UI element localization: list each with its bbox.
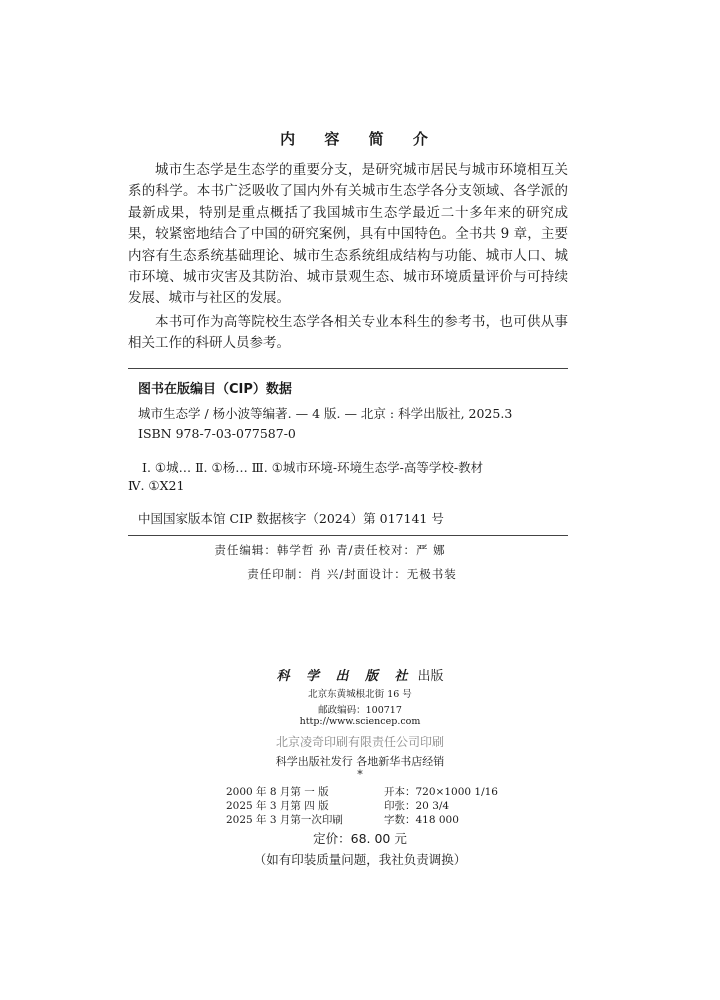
editor-credits: 责任编辑：韩学哲 孙 青/责任校对：严 娜 [214, 543, 446, 557]
divider-bottom [128, 535, 568, 536]
cip-heading: 图书在版编目（CIP）数据 [138, 382, 292, 397]
edition-row [226, 812, 459, 827]
cip-citation: 城市生态学 / 杨小波等编著. — 4 版. — 北京 : 科学出版社, 2025.3 [138, 406, 513, 421]
edition-date: 2025 年 3 月第 四 版 [226, 800, 329, 812]
edition-date: 2025 年 3 月第一次印刷 [226, 814, 343, 826]
publisher-suffix: 出版 [417, 669, 444, 684]
distribution-line: 科学出版社发行 各地新华书店经销 [275, 755, 445, 768]
edition-row [226, 784, 498, 799]
cip-isbn: ISBN 978-7-03-077587-0 [138, 426, 296, 441]
summary-body [128, 160, 568, 355]
edition-spec: 印张：20 3/4 [384, 800, 450, 812]
quality-notice: （如有印装质量问题，我社负责调换） [253, 852, 467, 867]
edition-spec: 字数：418 000 [384, 814, 459, 826]
summary-paragraph: 本书可作为高等院校生态学各相关专业本科生的参考书，也可供从事相关工作的科研人员参考。 [128, 313, 568, 352]
edition-spec: 开本：720×1000 1/16 [384, 786, 498, 798]
summary-title: 内 容 简 介 [280, 130, 440, 148]
publisher-url: http://www.sciencep.com [299, 716, 421, 727]
summary-paragraph: 城市生态学是生态学的重要分支，是研究城市居民与城市环境相互关系的科学。本书广泛吸收了国内外有关城市生态学各分支领域、各学派的最新成果，特别是重点概括了我国城市生态学最近二十多年来的研究成果，较紧密地结合了中国的研究案例，具有中国特色。全书共 9 章，主要内容有生态系统基础理论、城市生态系统组成结构与功能、城市人口、城市环境、城市灾害及其防治、城市景观生态、城市环境质量评价与可持续发展、城市与社区的发展。 [128, 162, 568, 307]
edition-date: 2000 年 8 月第 一 版 [226, 786, 329, 798]
divider-top [128, 368, 568, 369]
price: 定价：68. 00 元 [313, 831, 407, 846]
cip-record-number: 中国国家版本馆 CIP 数据核字（2024）第 017141 号 [138, 511, 444, 526]
edition-row [226, 798, 449, 813]
publisher-logo: 科 学 出 版 社 [276, 669, 414, 684]
separator-star: * [357, 768, 363, 781]
printer-line: 北京凌奇印刷有限责任公司印刷 [275, 735, 444, 749]
publisher-address: 北京东黄城根北街 16 号 [308, 689, 412, 700]
cip-subjects: Ⅰ. ①城… Ⅱ. ①杨… Ⅲ. ①城市环境-环境生态学-高等学校-教材 [142, 460, 484, 475]
production-credits: 责任印制：肖 兴/封面设计：无极书装 [247, 567, 457, 581]
publisher-name [0, 665, 720, 684]
cip-classification: Ⅳ. ①X21 [128, 478, 185, 493]
publisher-zipcode: 邮政编码：100717 [318, 705, 402, 716]
